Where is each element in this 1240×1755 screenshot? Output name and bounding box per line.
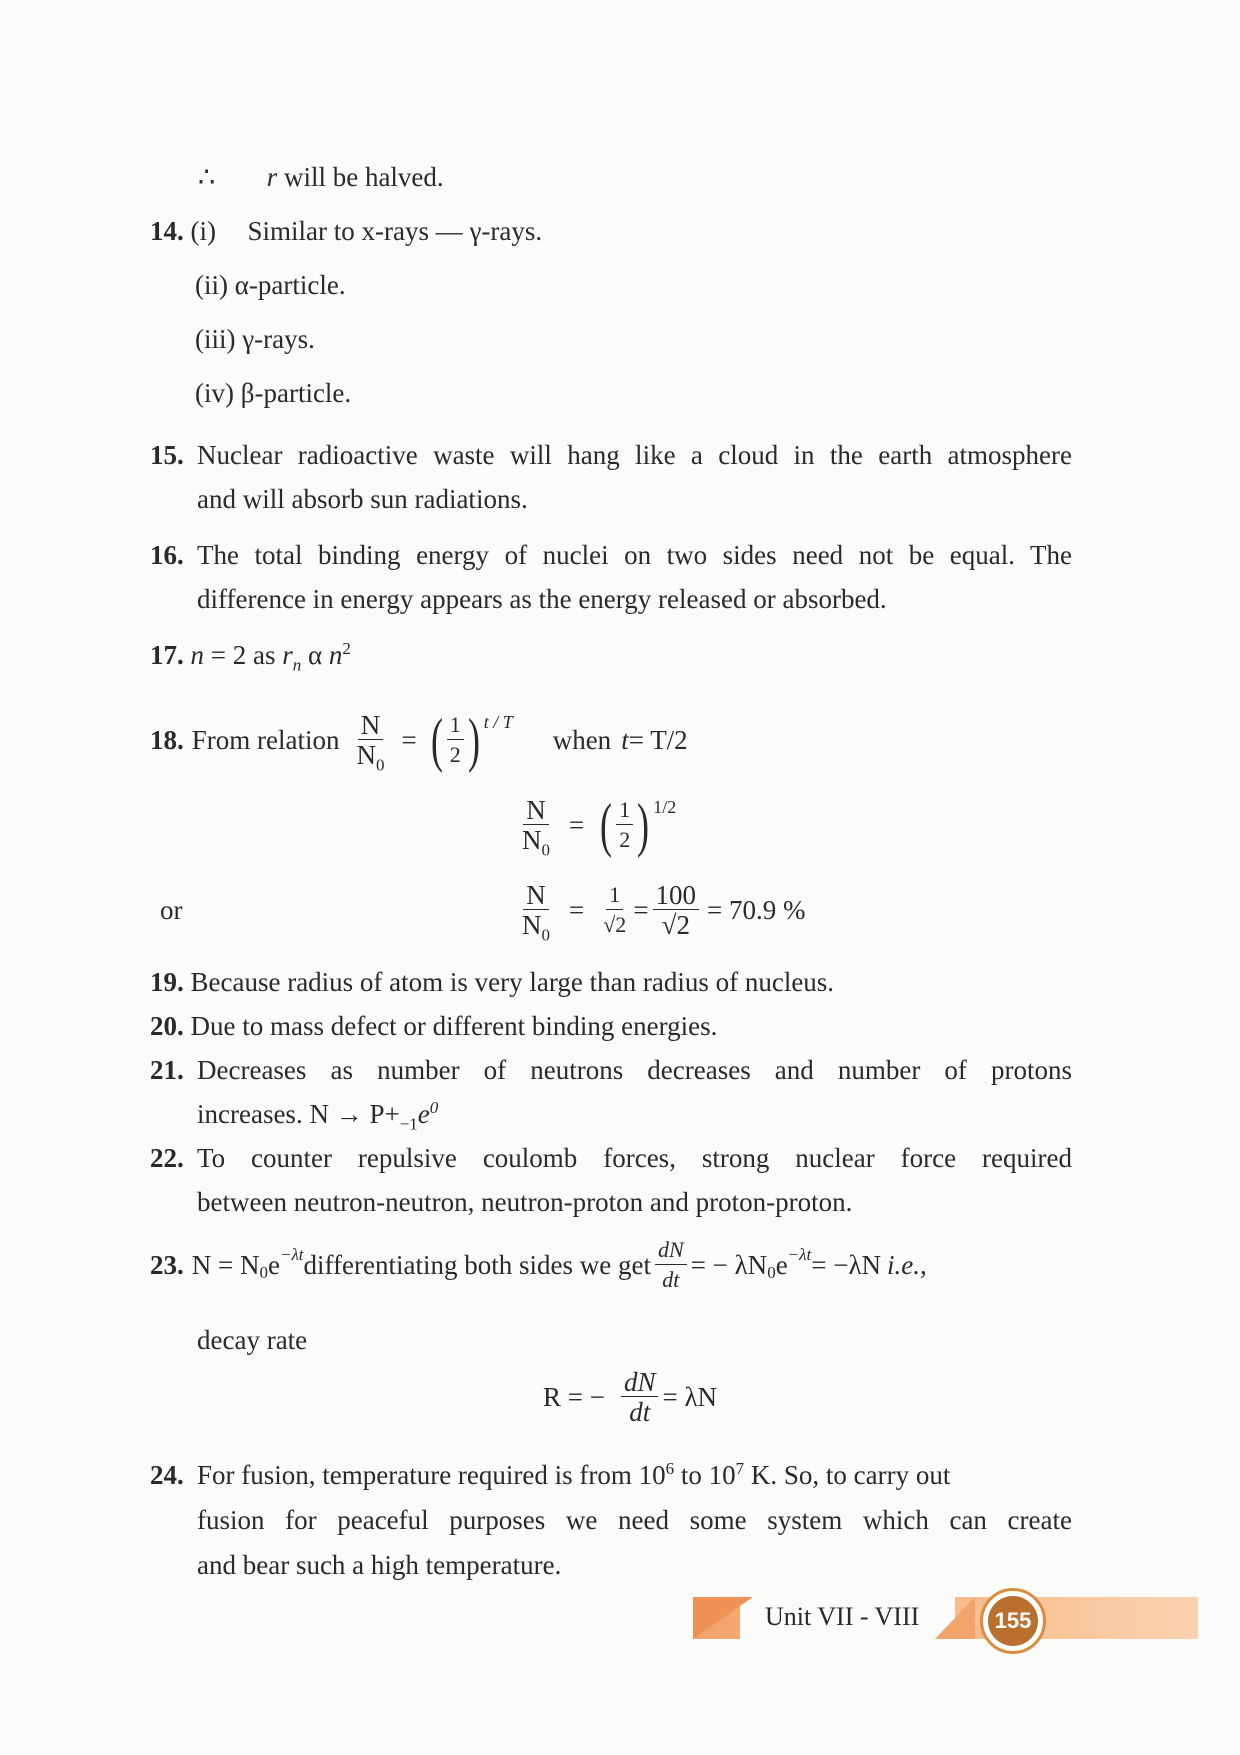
- n-over-n0-fraction: $\frac{N}{N_0}$: [356, 709, 385, 774]
- page-number: 155: [988, 1596, 1038, 1646]
- half-power-expression: ( $\frac{1}{2}$ ): [430, 707, 480, 773]
- footer-right-wedge: [935, 1597, 975, 1639]
- therefore-symbol: ∴: [198, 162, 216, 192]
- answer-20: 20. Due to mass defect or different binding energies.: [150, 1011, 718, 1041]
- answer-17: 17. n = 2 as $r_n$ α $n^2$: [150, 639, 351, 675]
- answer-18-step2: $\frac{N}{N_0}$ = $\frac{1}{√2}$ = $\frac{100}{√2}$ = 70.9 %: [522, 879, 806, 944]
- footer-left-wedge: [693, 1597, 753, 1639]
- answer-21-line1: Decreases as number of neutrons decreases and number of protons: [197, 1055, 1072, 1085]
- answer-14-i: 14. (i) Similar to x-rays — γ-rays.: [150, 216, 543, 246]
- page-number-badge: [980, 1588, 1046, 1654]
- answer-24-line1: For fusion, temperature required is from $10^6$ to $10^7$ K. So, to carry out: [197, 1459, 951, 1490]
- answer-19: 19. Because radius of atom is very large than radius of nucleus.: [150, 967, 835, 997]
- answer-22-number: 22.: [150, 1143, 184, 1173]
- answer-24-line2: fusion for peaceful purposes we need some system which can create: [197, 1505, 1072, 1535]
- answer-21-number: 21.: [150, 1055, 184, 1085]
- answer-24-number: 24.: [150, 1460, 184, 1490]
- answer-24-line3: and bear such a high temperature.: [197, 1550, 562, 1580]
- answer-22-line1: To counter repulsive coulomb forces, strong nuclear force required: [197, 1143, 1072, 1173]
- answer-15-number: 15.: [150, 440, 184, 470]
- conclusion-line: ∴ r will be halved.: [198, 162, 444, 192]
- answer-21-line2: increases. $N \to P+_{-1}e^0$: [197, 1098, 439, 1134]
- answer-23-decay-rate: R = − $\frac{dN}{dt}$ = λN: [543, 1366, 718, 1427]
- answer-14-iv: (iv) β-particle.: [195, 378, 352, 408]
- answer-23-line2: decay rate: [197, 1325, 308, 1355]
- answer-15-line1: Nuclear radioactive waste will hang like a cloud in the earth atmosphere: [197, 440, 1072, 470]
- answer-18-step1: $\frac{N}{N_0}$ = ( $\frac{1}{2}$ ) $^{1/2}$: [522, 792, 677, 859]
- answer-16-line2: difference in energy appears as the energy released or absorbed.: [197, 584, 887, 614]
- answer-14-iii: (iii) γ-rays.: [195, 324, 315, 354]
- answer-16-line1: The total binding energy of nuclei on two sides need not be equal. The: [197, 540, 1072, 570]
- or-label: or: [160, 895, 183, 925]
- answer-14-ii: (ii) α-particle.: [195, 270, 346, 300]
- answer-18-relation: 18. From relation $\frac{N}{N_0}$ = ( $\frac{1}{2}$ ) $^{t / T}$ when t = T/2: [150, 707, 688, 774]
- unit-label: Unit VII - VIII: [765, 1602, 920, 1631]
- answer-23-line1: 23. N = N $_0$ e $^{-\lambda t}$ differentiating both sides we get $\frac{dN}{dt}$ = − λN $_0$ e $^{-\lambda t}$ = −λN i.e.,: [150, 1236, 927, 1292]
- answer-15-line2: and will absorb sun radiations.: [197, 484, 528, 514]
- answer-16-number: 16.: [150, 540, 184, 570]
- answer-22-line2: between neutron-neutron, neutron-proton and proton-proton.: [197, 1187, 853, 1217]
